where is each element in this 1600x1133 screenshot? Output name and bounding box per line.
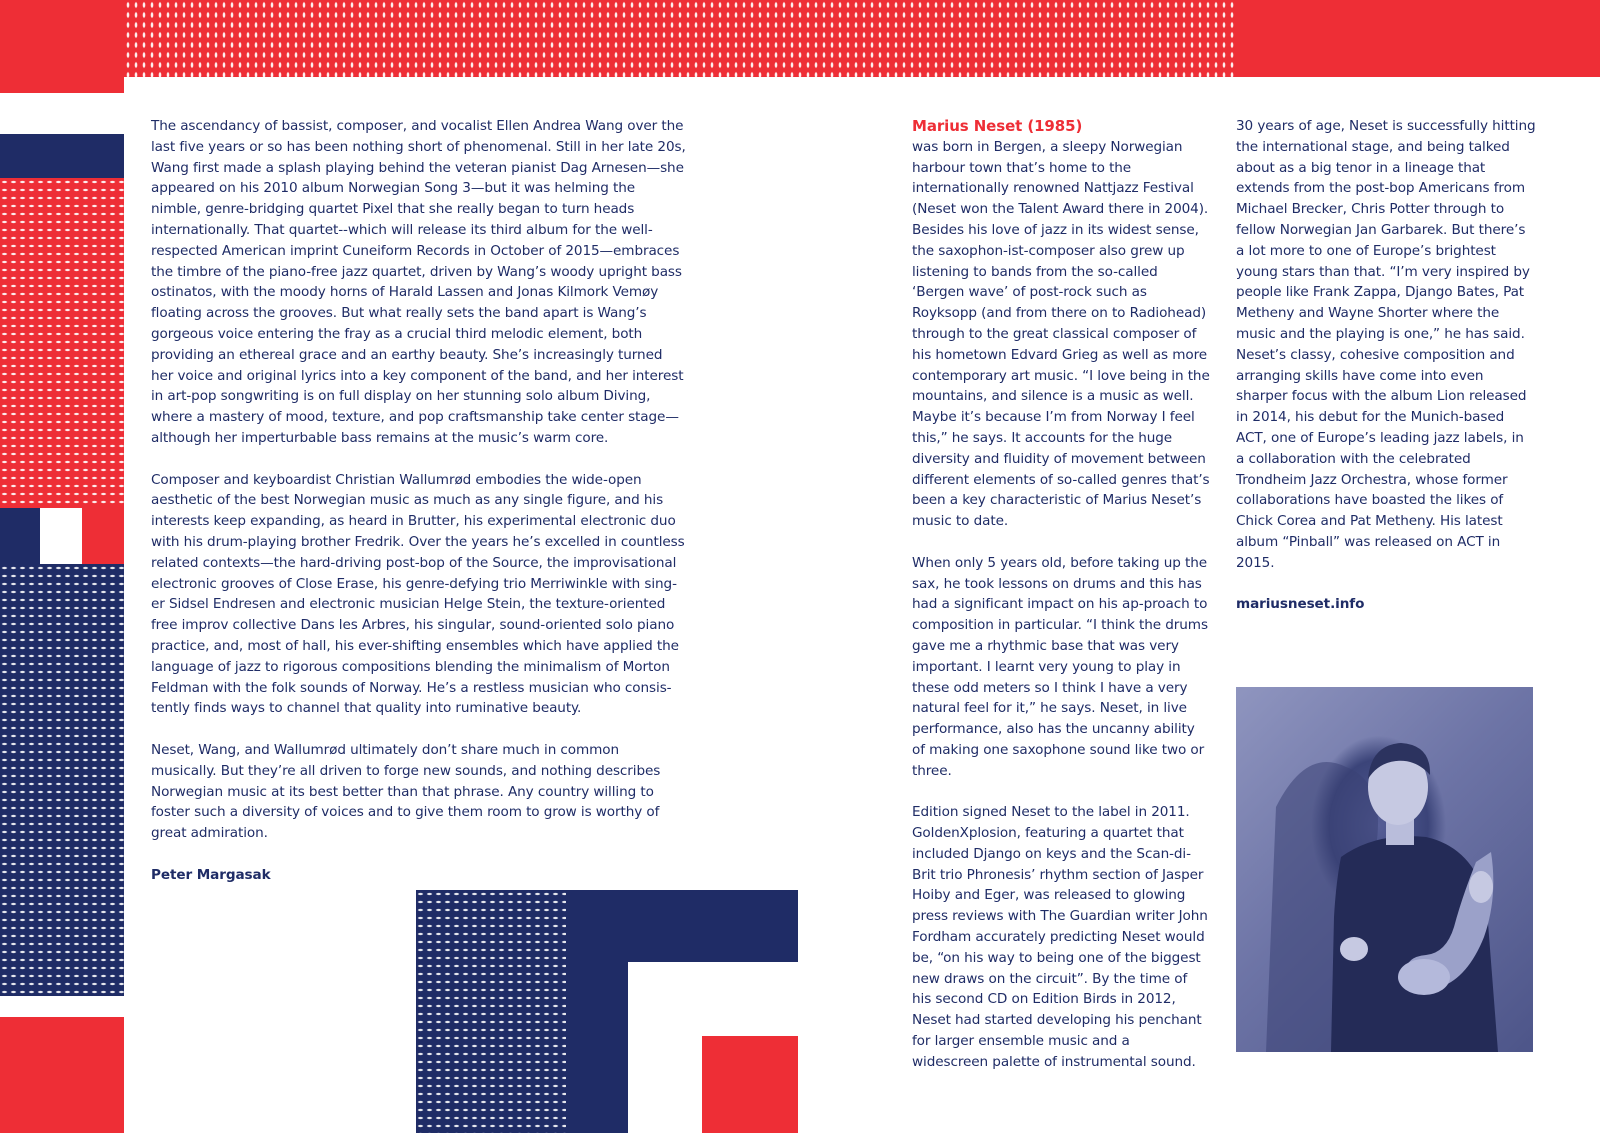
left-bottom-red-block (0, 1017, 124, 1133)
author-signature: Peter Margasak (151, 866, 271, 883)
top-right-red-block (1234, 0, 1600, 77)
paragraph-christian-wallumrod: Composer and keyboardist Christian Wallumrød embodies the wide-open aesthetic of the best Norwegian music as much as any single figure, and his interests keep expanding, as heard in Brutter, his experimental electronic duo with his drum-playing brother Fredrik. Over the years he’s excelled in countless related contexts—the hard-driving post-bop of the Source, the improvisational electronic grooves of Close Erase, his genre-defying trio Merriwinkle with sing-er Sidsel Endresen and electronic musician Helge Stein, the texture-oriented free improv collective Dans les Arbres, his singular, sound-oriented solo piano practice, and, most of hall, his ever-shifting ensembles which have applied the language of jazz to rigorous compositions blending the minimalism of Morton Feldman with the folk sounds of Norway. He’s a restless musician who consis-tently finds ways to channel that quality into ruminative beauty. (151, 471, 685, 717)
left-navy-bar (0, 508, 40, 564)
bottom-red-block (702, 1036, 798, 1133)
bottom-navy-block-side (566, 962, 628, 1133)
right-article-column (1236, 116, 1536, 615)
paragraph-bergen: was born in Bergen, a sleepy Norwegian harbour town that’s home to the internationally renowned Nattjazz Festival (Neset won the Talent Award there in 2004). Besides his love of jazz in its widest sense, the saxophon-ist-composer also grew up listening to bands from the so-called ‘Bergen wave’ of post-rock such as Royksopp (and from there on to Radiohead) through to the great classical composer of his hometown Edvard Grieg as well as more contemporary art music. “I love being in the mountains, and silence is a music as well. Maybe it’s because I’m from Norway I feel this,” he says. It accounts for the huge diversity and fluidity of movement between different elements of so-called genres that’s been a key characteristic of Marius Neset’s music to date. (912, 138, 1210, 530)
paragraph-drums: When only 5 years old, before taking up the sax, he took lessons on drums and this has had a significant impact on his ap-proach to composition in particular. “I think the drums gave me a rhythmic base that was very important. I learnt very young to play in these odd meters so I think I have a very natural feel for it,” he says. Neset, in live performance, also has the uncanny ability of making one saxophone sound like two or three. (912, 554, 1208, 779)
left-red-dot-pattern (0, 178, 124, 508)
paragraph-edition: Edition signed Neset to the label in 2011. GoldenXplosion, featuring a quartet that included Django on keys and the Scan-di-Brit trio Phronesis’ rhythm section of Jasper Hoiby and Eger, was released to glowing press reviews with The Guardian writer John Fordham accurately predicting Neset would be, “on his way to being one of the biggest new draws on the circuit”. By the time of his second CD on Edition Birds in 2012, Neset had started developing his penchant for larger ensemble music and a widescreen palette of instrumental sound. (912, 804, 1208, 1070)
artist-heading: Marius Neset (1985) (912, 117, 1083, 135)
artist-photo (1236, 687, 1533, 1052)
bottom-navy-dot-pattern (416, 890, 566, 1133)
left-navy-strip (0, 134, 124, 178)
website-link[interactable]: mariusneset.info (1236, 596, 1365, 613)
left-navy-dot-pattern (0, 564, 124, 996)
paragraph-ellen-andrea-wang: The ascendancy of bassist, composer, and vocalist Ellen Andrea Wang over the last five years or so has been nothing short of phenomenal. Still in her late 20s, Wang first made a splash playing behind the veteran pianist Dag Arnesen—she appeared on his 2010 album Norwegian Song 3—but it was helming the nimble, genre-bridging quartet Pixel that she really began to turn heads internationally. That quartet--which will release its third album for the well-respected American imprint Cuneiform Records in October of 2015—embraces the timbre of the piano-free jazz quartet, driven by Wang’s woody upright bass ostinatos, with the moody horns of Harald Lassen and Jonas Kilmork Vemøy floating across the grooves. But what really sets the band apart is Wang’s gorgeous voice entering the fray as a crucial third melodic element, both providing an ethereal grace and an earthy beauty. She’s increasingly turned her voice and original lyrics into a key component of the band, and her interest in art-pop songwriting is on full display on her stunning solo album Diving, where a mastery of mood, texture, and pop craftsmanship take center stage—although her imperturbable bass remains at the music’s warm core. (151, 118, 686, 446)
left-article-column (151, 116, 688, 885)
left-white-bar (40, 508, 82, 564)
top-dot-pattern-band (124, 0, 1234, 77)
paragraph-international-stage: 30 years of age, Neset is successfully hitting the international stage, and being talked about as a big tenor in a lineage that extends from the post-bop Americans from Michael Brecker, Chris Potter through to fellow Norwegian Jan Garbarek. But there’s a lot more to one of Europe’s brightest young stars than that. “I’m very inspired by people like Frank Zappa, Django Bates, Pat Metheny and Wayne Shorter where the music and the playing is one,” he has said. Neset’s classy, cohesive composition and arranging skills have come into even sharper focus with the album Lion released in 2014, his debut for the Munich-based ACT, one of Europe’s leading jazz labels, in a collaboration with the celebrated Trondheim Jazz Orchestra, whose former collaborations have boasted the likes of Chick Corea and Pat Metheny. His latest album “Pinball” was released on ACT in 2015. (1236, 118, 1536, 571)
saxophonist-illustration (1236, 687, 1533, 1052)
left-red-bar (82, 508, 124, 564)
bottom-navy-block-top (566, 890, 798, 962)
middle-article-column (912, 116, 1210, 1093)
paragraph-conclusion: Neset, Wang, and Wallumrød ultimately don’t share much in common musically. But they’re all driven to forge new sounds, and nothing describes Norwegian music at its best better than that phrase. Any country willing to foster such a diversity of voices and to give them room to grow is worthy of great admiration. (151, 741, 661, 842)
top-left-red-block (0, 0, 124, 93)
